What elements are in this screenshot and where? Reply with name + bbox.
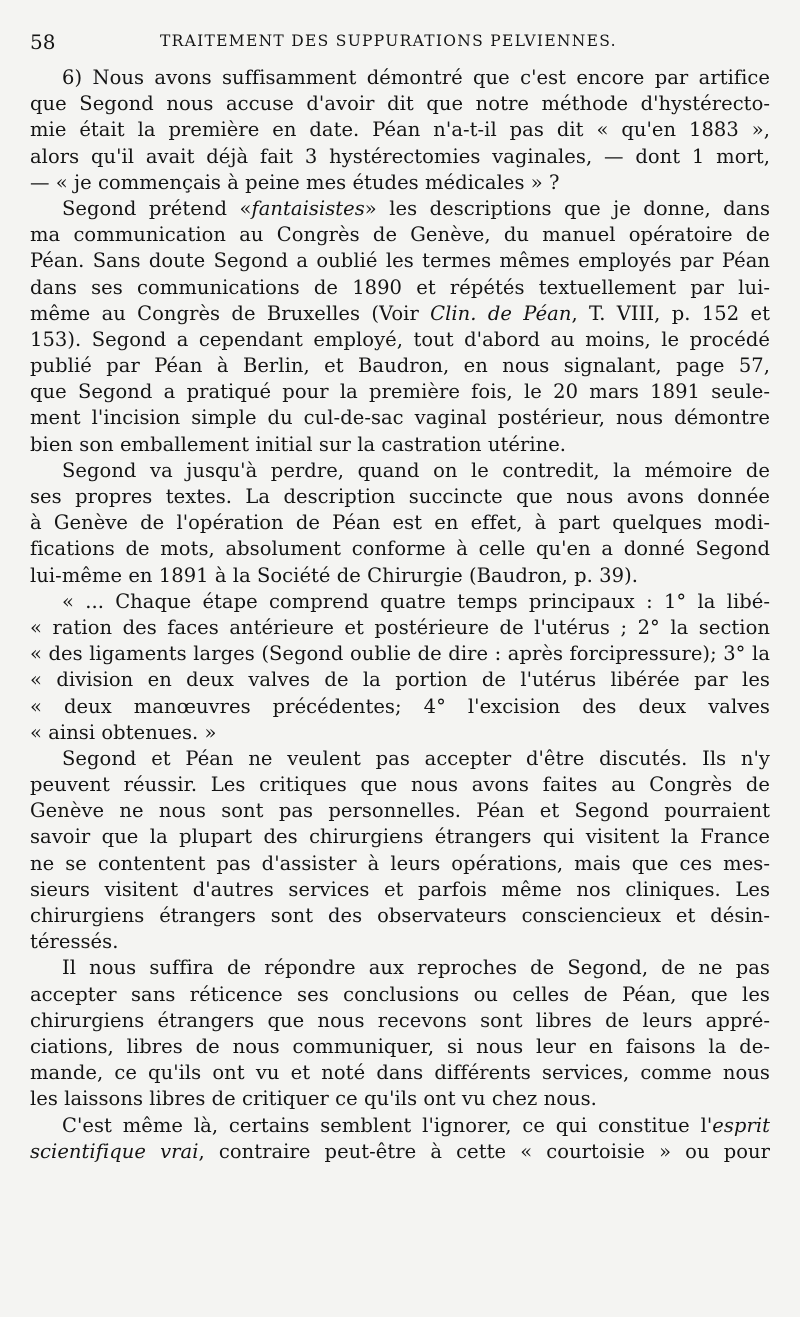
text-line: mande, ce qu'ils ont vu et noté dans différents services, comme nous: [30, 1061, 770, 1085]
text-line: savoir que la plupart des chirurgiens étrangers qui visitent la France: [30, 825, 770, 849]
text-line: [30, 196, 770, 222]
text-line: publié par Péan à Berlin, et Baudron, en nous signalant, page 57,: [30, 354, 770, 378]
text-line: — « je commençais à peine mes études médicales » ?: [30, 170, 560, 194]
running-head: [30, 26, 770, 56]
text-line: lui-même en 1891 à la Société de Chirurgie (Baudron, p. 39).: [30, 563, 638, 587]
italic-text: esprit: [712, 1113, 770, 1137]
text-line: ses propres textes. La description succincte que nous avons donnée: [30, 485, 770, 508]
body-text: [30, 65, 770, 1165]
text-line: [30, 301, 770, 327]
text-line: « des ligaments larges (Segond oublie de dire : après forcipressure); 3° la: [30, 642, 770, 666]
text-line: sieurs visitent d'autres services et parfois même nos cliniques. Les: [30, 877, 770, 901]
text-line: chirurgiens étrangers sont des observateurs consciencieux et désin-: [30, 904, 770, 927]
text-line: « ration des faces antérieure et postérieure de l'utérus ; 2° la section: [30, 615, 770, 639]
text-line: dans ses communications de 1890 et répétés textuellement par lui-: [30, 275, 770, 299]
text-line: téressés.: [30, 930, 119, 954]
text-line: accepter sans réticence ses conclusions ou celles de Péan, que les: [30, 982, 770, 1006]
text-line: 6) Nous avons suffisamment démontré que c'est encore par artifice: [62, 66, 770, 89]
text-segment: , T. VIII, p. 152 et: [571, 301, 770, 325]
text-line: chirurgiens étrangers que nous recevons sont libres de leurs appré-: [30, 1008, 770, 1032]
text-line: que Segond a pratiqué pour la première fois, le 20 mars 1891 seule-: [30, 380, 770, 404]
text-segment: même au Congrès de Bruxelles (Voir: [30, 301, 431, 325]
text-line: « division en deux valves de la portion de l'utérus libérée par les: [30, 668, 770, 692]
text-segment: , contraire peut-être à cette « courtoisie » ou pour: [198, 1139, 770, 1163]
page-number: 58: [30, 30, 56, 54]
text-line: mie était la première en date. Péan n'a-t-il pas dit « qu'en 1883 »,: [30, 118, 770, 142]
text-line: que Segond nous accuse d'avoir dit que notre méthode d'hystérecto-: [30, 92, 770, 116]
text-line: alors qu'il avait déjà fait 3 hystérectomies vaginales, — dont 1 mort,: [30, 144, 770, 168]
text-line: peuvent réussir. Les critiques que nous avons faites au Congrès de: [30, 773, 770, 797]
text-segment: C'est même là, certains semblent l'ignorer, ce qui constitue l': [62, 1113, 713, 1137]
text-line: ma communication au Congrès de Genève, du manuel opératoire de: [30, 223, 770, 247]
text-line: [30, 1139, 770, 1165]
text-line: les laissons libres de critiquer ce qu'ils ont vu chez nous.: [30, 1087, 597, 1111]
text-line: à Genève de l'opération de Péan est en effet, à part quelques modi-: [30, 511, 770, 535]
text-line: « ainsi obtenues. »: [30, 720, 217, 744]
running-title: TRAITEMENT DES SUPPURATIONS PELVIENNES.: [160, 32, 617, 50]
text-line: ciations, libres de nous communiquer, si nous leur en faisons la de-: [30, 1034, 770, 1058]
text-line: Segond et Péan ne veulent pas accepter d'être discutés. Ils n'y: [62, 746, 770, 770]
text-line: [30, 1113, 770, 1139]
text-segment: » les descriptions que je donne, dans: [364, 196, 771, 220]
text-line: bien son emballement initial sur la castration utérine.: [30, 432, 567, 456]
italic-text: fantaisistes: [251, 196, 365, 220]
text-line: ne se contentent pas d'assister à leurs opérations, mais que ces mes-: [30, 851, 770, 875]
text-segment: Segond prétend «: [62, 196, 252, 220]
text-line: ment l'incision simple du cul-de-sac vaginal postérieur, nous démontre: [30, 406, 770, 430]
text-line: Segond va jusqu'à perdre, quand on le contredit, la mémoire de: [62, 458, 770, 482]
italic-text: scientifique vrai: [30, 1139, 199, 1163]
text-line: Péan. Sans doute Segond a oublié les termes mêmes employés par Péan: [30, 249, 770, 273]
italic-text: Clin. de Péan: [430, 301, 572, 325]
text-line: « ... Chaque étape comprend quatre temps principaux : 1° la libé-: [62, 589, 770, 613]
text-line: fications de mots, absolument conforme à celle qu'en a donné Segond: [30, 537, 770, 561]
text-line: Genève ne nous sont pas personnelles. Péan et Segond pourraient: [30, 799, 770, 823]
text-line: 153). Segond a cependant employé, tout d'abord au moins, le procédé: [30, 327, 770, 351]
text-line: « deux manœuvres précédentes; 4° l'excision des deux valves: [30, 694, 770, 718]
text-line: Il nous suffira de répondre aux reproches de Segond, de ne pas: [62, 956, 770, 980]
